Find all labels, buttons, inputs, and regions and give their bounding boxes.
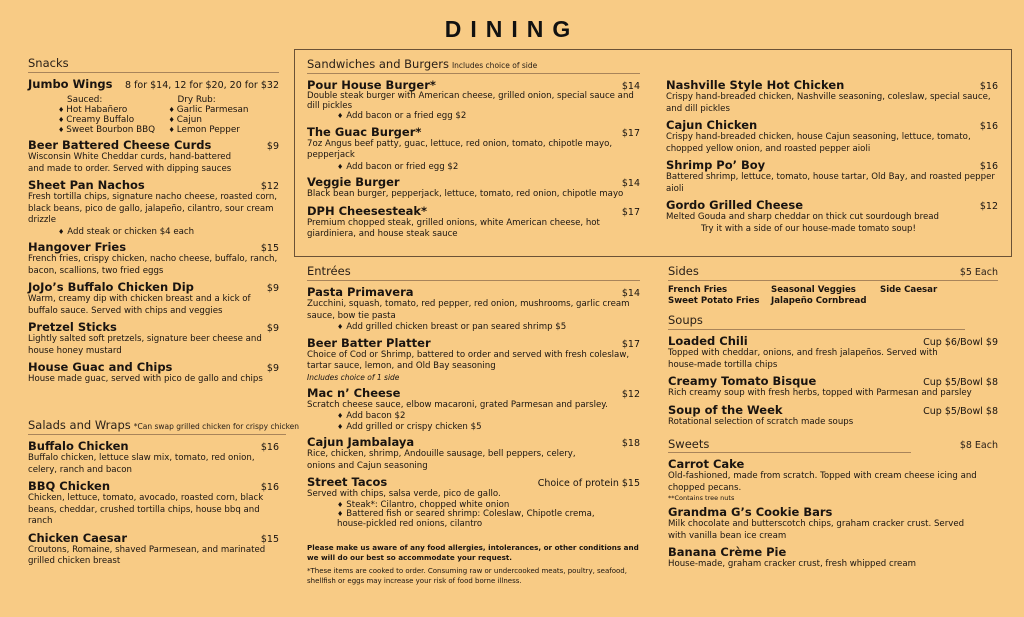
item-name: DPH Cheesesteak* bbox=[307, 203, 428, 218]
item-name: Beer Battered Cheese Curds bbox=[28, 138, 212, 152]
item-price: $14 bbox=[621, 178, 640, 189]
item-name: JoJo’s Buffalo Chicken Dip bbox=[28, 280, 194, 294]
item-description: Milk chocolate and butterscotch chips, graham cracker crust. Served with vanilla bean ice cream bbox=[668, 519, 965, 541]
sandwiches-note: Includes choice of side bbox=[451, 61, 538, 70]
sides-list bbox=[668, 285, 998, 307]
section-heading bbox=[668, 264, 998, 281]
item-description: Warm, creamy dip with chicken breast and a kick of buffalo sauce. Served with chips and veggies bbox=[28, 294, 251, 316]
section-heading bbox=[307, 57, 640, 74]
menu-item bbox=[668, 545, 998, 571]
item-price: $9 bbox=[266, 141, 279, 152]
wing-flavors bbox=[28, 95, 279, 135]
menu-item bbox=[307, 435, 640, 472]
menu-item bbox=[28, 178, 279, 237]
menu-item bbox=[668, 403, 998, 429]
item-name: Jumbo Wings bbox=[28, 77, 113, 91]
item-name: The Guac Burger* bbox=[307, 124, 422, 139]
snacks-heading: Snacks bbox=[28, 56, 69, 70]
item-description: Choice of Cod or Shrimp, battered to order and served with fresh coleslaw, tartar sauce, lemon, and Old Bay seasoning bbox=[307, 349, 630, 371]
section-heading bbox=[28, 56, 279, 73]
sauced-label: Sauced: bbox=[67, 95, 103, 105]
item-description: Old-fashioned, made from scratch. Topped with cream cheese icing and chopped pecans. bbox=[668, 471, 977, 493]
item-name: Pour House Burger* bbox=[307, 78, 436, 92]
item-description: House-made, graham cracker crust, fresh whipped cream bbox=[668, 559, 916, 569]
sides-heading: Sides bbox=[668, 264, 699, 278]
item-description: Premium chopped steak, grilled onions, white American cheese, hot giardiniera, and house steak sauce bbox=[307, 217, 600, 239]
flavor-option: ♦ Sweet Bourbon BBQ bbox=[58, 125, 169, 135]
item-description: Scratch cheese sauce, elbow macaroni, grated Parmesan and parsley. bbox=[307, 399, 608, 410]
menu-item bbox=[28, 479, 279, 528]
item-addon: ♦ Add grilled or crispy chicken $5 bbox=[307, 422, 640, 433]
item-name: Carrot Cake bbox=[668, 457, 745, 471]
item-description: Zucchini, squash, tomato, red pepper, red onion, mushrooms, garlic cream sauce, bow tie pasta bbox=[307, 299, 630, 321]
menu-item bbox=[28, 320, 279, 357]
item-description: Rotational selection of scratch made soups bbox=[668, 416, 854, 427]
entrees-heading: Entrées bbox=[307, 264, 351, 278]
item-price: $17 bbox=[621, 206, 640, 218]
menu-item bbox=[307, 475, 640, 529]
item-price: Cup $5/Bowl $8 bbox=[923, 377, 998, 388]
item-addon: ♦ Add bacon or a fried egg $2 bbox=[307, 111, 640, 122]
menu-item bbox=[666, 158, 998, 195]
item-price: Choice of protein $15 bbox=[537, 478, 640, 489]
menu-item bbox=[668, 374, 998, 400]
item-name: Veggie Burger bbox=[307, 175, 400, 189]
menu-item bbox=[666, 118, 998, 155]
item-name: Beer Batter Platter bbox=[307, 335, 431, 350]
menu-item bbox=[668, 505, 998, 542]
item-name: House Guac and Chips bbox=[28, 360, 173, 374]
item-name: Grandma G’s Cookie Bars bbox=[668, 505, 833, 519]
item-description: Black bean burger, pepperjack, lettuce, tomato, red onion, chipotle mayo bbox=[307, 189, 624, 199]
menu-item-jumbo-wings bbox=[28, 77, 279, 135]
side-item: Jalapeño Cornbread bbox=[771, 296, 867, 306]
menu-item bbox=[307, 285, 640, 333]
item-description: Chicken, lettuce, tomato, avocado, roasted corn, black beans, cheddar, crushed tortilla chips, house bbq and ranch bbox=[28, 493, 264, 526]
section-heading bbox=[668, 313, 965, 330]
item-note: Includes choice of 1 side bbox=[307, 372, 400, 382]
item-name: Nashville Style Hot Chicken bbox=[666, 78, 845, 92]
item-price: $15 bbox=[260, 243, 279, 254]
sandwiches-section-left bbox=[307, 57, 640, 244]
item-price: $12 bbox=[979, 201, 998, 212]
item-description: Battered shrimp, lettuce, tomato, house tartar, Old Bay, and roasted pepper aioli bbox=[666, 172, 995, 194]
divider bbox=[668, 452, 911, 453]
flavor-option: ♦ Garlic Parmesan bbox=[169, 105, 280, 115]
menu-item bbox=[666, 198, 998, 235]
item-description: Lightly salted soft pretzels, signature beer cheese and house honey mustard bbox=[28, 334, 262, 356]
item-name: Pasta Primavera bbox=[307, 285, 414, 299]
item-price: $9 bbox=[266, 323, 279, 334]
section-heading bbox=[668, 437, 998, 453]
menu-item bbox=[666, 78, 998, 115]
item-price: $16 bbox=[979, 81, 998, 92]
section-heading bbox=[307, 264, 640, 281]
item-price: $16 bbox=[260, 442, 279, 453]
item-price: $16 bbox=[979, 121, 998, 132]
item-description: Served with chips, salsa verde, pico de gallo. bbox=[307, 489, 501, 499]
raw-food-notice: *These items are cooked to order. Consuming raw or undercooked meats, poultry, seafood, shellfish or eggs may increase your risk of food borne illness. bbox=[307, 567, 627, 585]
item-name: BBQ Chicken bbox=[28, 479, 111, 493]
item-price: $14 bbox=[621, 81, 640, 92]
item-price: $9 bbox=[266, 363, 279, 374]
item-description: Wisconsin White Cheddar curds, hand-battered and made to order. Served with dipping sauces bbox=[28, 152, 232, 174]
item-description: Double steak burger with American cheese, grilled onion, special sauce and dill pickles bbox=[307, 91, 634, 111]
salads-note: *Can swap grilled chicken for crispy chicken bbox=[133, 422, 300, 431]
item-name: Banana Crème Pie bbox=[668, 545, 787, 559]
soups-heading: Soups bbox=[668, 313, 703, 327]
item-name: Sheet Pan Nachos bbox=[28, 178, 145, 192]
item-price: $18 bbox=[621, 438, 640, 449]
item-description: Croutons, Romaine, shaved Parmesean, and marinated grilled chicken breast bbox=[28, 544, 266, 566]
menu-item bbox=[28, 531, 279, 568]
item-price: $12 bbox=[260, 181, 279, 192]
item-price: $17 bbox=[621, 127, 640, 139]
item-price: $16 bbox=[260, 482, 279, 493]
item-price: $17 bbox=[621, 338, 640, 350]
item-description: Topped with cheddar, onions, and fresh jalapeños. Served with house-made tortilla chips bbox=[668, 348, 938, 370]
item-name: Loaded Chili bbox=[668, 334, 748, 348]
flavor-option: ♦ Hot Habañero bbox=[58, 105, 169, 115]
item-name: Hangover Fries bbox=[28, 240, 127, 254]
item-note: **Contains tree nuts bbox=[668, 494, 735, 502]
item-description: Crispy hand-breaded chicken, Nashville seasoning, coleslaw, special sauce, and dill pickles bbox=[666, 92, 991, 114]
item-name: Mac n’ Cheese bbox=[307, 385, 401, 400]
menu-item bbox=[28, 360, 279, 386]
item-name: Street Tacos bbox=[307, 475, 388, 489]
item-price: $14 bbox=[621, 288, 640, 299]
menu-item bbox=[28, 439, 279, 476]
menu-item bbox=[28, 138, 279, 175]
menu-item bbox=[28, 280, 279, 317]
side-item: French Fries bbox=[668, 285, 728, 295]
item-price: $12 bbox=[621, 388, 640, 400]
menu-item bbox=[307, 78, 640, 122]
item-addon: ♦ Add bacon or fried egg $2 bbox=[307, 162, 640, 173]
item-tip: Try it with a side of our house-made tomato soup! bbox=[701, 223, 916, 234]
sides-price: $5 Each bbox=[959, 267, 998, 278]
menu-item bbox=[668, 457, 998, 502]
menu-item bbox=[307, 175, 640, 201]
item-price: Cup $5/Bowl $8 bbox=[923, 405, 998, 417]
item-description: French fries, crispy chicken, nacho cheese, buffalo, ranch, bacon, scallions, two fried eggs bbox=[28, 254, 278, 276]
flavor-option: ♦ Cajun bbox=[169, 115, 280, 125]
item-addon: ♦ Add grilled chicken breast or pan seared shrimp $5 bbox=[307, 322, 640, 333]
item-addon: ♦ Battered fish or seared shrimp: Coleslaw, Chipotle crema, house-pickled red onions, cilantro bbox=[307, 510, 640, 529]
sweets-heading: Sweets bbox=[668, 437, 710, 451]
salads-section bbox=[28, 418, 300, 571]
item-name: Soup of the Week bbox=[668, 402, 783, 417]
sweets-section bbox=[668, 437, 998, 574]
item-price: $15 bbox=[260, 533, 279, 545]
item-name: Cajun Chicken bbox=[666, 118, 758, 132]
item-addon: ♦ Steak*: Cilantro, chopped white onion bbox=[307, 501, 640, 511]
item-name: Creamy Tomato Bisque bbox=[668, 374, 817, 388]
item-name: Chicken Caesar bbox=[28, 530, 127, 545]
item-price: Cup $6/Bowl $9 bbox=[923, 337, 998, 348]
item-price: $9 bbox=[266, 283, 279, 294]
item-price: 8 for $14, 12 for $20, 20 for $32 bbox=[124, 80, 279, 91]
item-description: Rich creamy soup with fresh herbs, topped with Parmesan and parsley bbox=[668, 388, 972, 398]
item-description: Buffalo chicken, lettuce slaw mix, tomato, red onion, celery, ranch and bacon bbox=[28, 453, 255, 475]
item-price: $16 bbox=[979, 161, 998, 172]
allergy-notice: Please make us aware of any food allergies, intolerances, or other conditions and we will do our best so accommodate your request. bbox=[307, 543, 639, 562]
sides-section bbox=[668, 264, 998, 431]
item-name: Buffalo Chicken bbox=[28, 439, 129, 453]
item-addon: ♦ Add steak or chicken $4 each bbox=[28, 227, 279, 238]
sandwiches-heading: Sandwiches and Burgers bbox=[307, 57, 449, 71]
flavor-option: ♦ Lemon Pepper bbox=[169, 125, 280, 135]
item-description: Crispy hand-breaded chicken, house Cajun seasoning, lettuce, tomato, chopped yellow onion, and roasted pepper aioli bbox=[666, 132, 971, 154]
flavor-option: ♦ Creamy Buffalo bbox=[58, 115, 169, 125]
sweets-price: $8 Each bbox=[959, 440, 998, 451]
item-description: 7oz Angus beef patty, guac, lettuce, red onion, tomato, chipotle mayo, pepperjack bbox=[307, 138, 613, 160]
dryrub-label: Dry Rub: bbox=[177, 95, 216, 105]
item-description: Fresh tortilla chips, signature nacho cheese, roasted corn, black beans, pico de gallo, jalapeño, cilantro, sour cream drizzle bbox=[28, 192, 278, 225]
item-description: Melted Gouda and sharp cheddar on thick cut sourdough bread bbox=[666, 212, 939, 222]
item-description: House made guac, served with pico de gallo and chips bbox=[28, 374, 263, 384]
section-heading bbox=[28, 418, 300, 435]
salads-heading: Salads and Wraps bbox=[28, 418, 131, 432]
menu-item bbox=[307, 336, 640, 383]
menu-item bbox=[668, 334, 998, 371]
menu-item bbox=[307, 125, 640, 173]
item-name: Pretzel Sticks bbox=[28, 320, 117, 334]
item-name: Gordo Grilled Cheese bbox=[666, 198, 803, 212]
side-item: Sweet Potato Fries bbox=[668, 296, 760, 306]
side-item: Seasonal Veggies bbox=[771, 285, 856, 295]
entrees-section bbox=[307, 264, 640, 586]
page-title: DINING bbox=[444, 16, 580, 42]
sandwiches-section-right bbox=[666, 78, 998, 238]
item-name: Shrimp Po’ Boy bbox=[666, 158, 766, 172]
side-item: Side Caesar bbox=[880, 285, 938, 295]
menu-item bbox=[28, 240, 279, 277]
snacks-section bbox=[28, 56, 279, 389]
item-addon: ♦ Add bacon $2 bbox=[307, 411, 640, 422]
menu-item bbox=[307, 204, 640, 241]
item-name: Cajun Jambalaya bbox=[307, 435, 415, 449]
menu-item bbox=[307, 386, 640, 433]
item-description: Rice, chicken, shrimp, Andouille sausage, bell peppers, celery, onions and Cajun seasoning bbox=[307, 449, 576, 471]
